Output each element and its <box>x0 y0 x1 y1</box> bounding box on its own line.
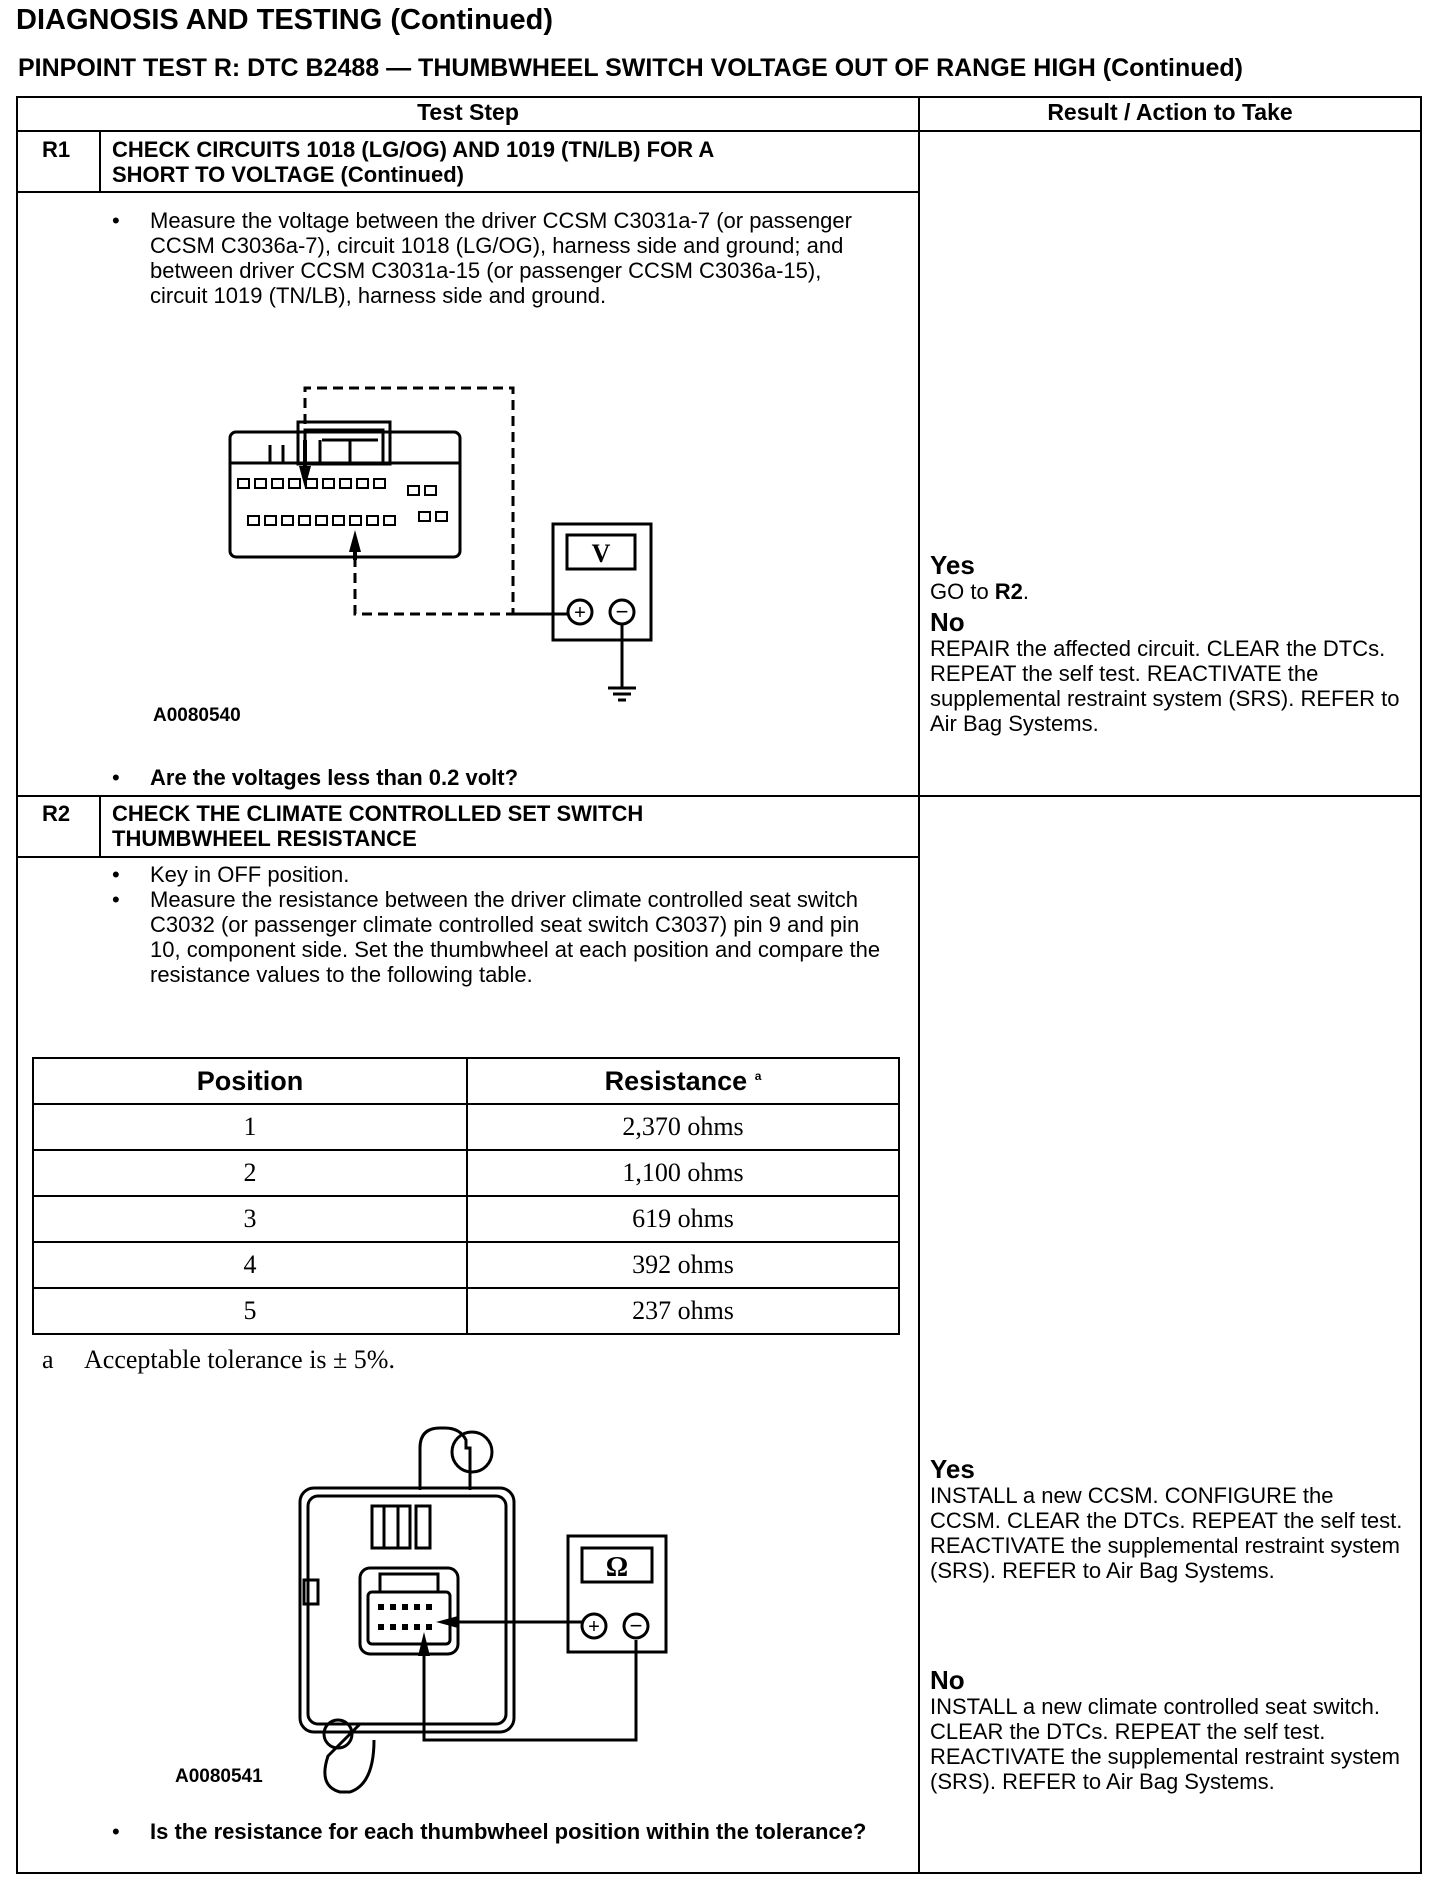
column-position: Position <box>33 1058 467 1104</box>
r2-no-label: No <box>930 1665 965 1695</box>
r1-step-title: CHECK CIRCUITS 1018 (LG/OG) AND 1019 (TN/LB) FOR A SHORT TO VOLTAGE (Continued) <box>112 137 715 187</box>
tolerance-footnote: a Acceptable tolerance is ± 5%. <box>42 1345 395 1374</box>
svg-text:+: + <box>574 602 586 624</box>
column-header-result: Result / Action to Take <box>1047 99 1293 125</box>
voltmeter-label: V <box>591 539 611 568</box>
table-row: 4 392 ohms <box>33 1242 899 1288</box>
r1-figure-id: A0080540 <box>153 705 241 726</box>
r1-step-id: R1 <box>42 137 71 162</box>
table-row: 2 1,100 ohms <box>33 1150 899 1196</box>
r1-no-action: REPAIR the affected circuit. CLEAR the DTCs. REPEAT the self test. REACTIVATE the supplemental restraint system (SRS). REFER to Air Bag Systems. <box>930 636 1400 736</box>
r2-yes-action: INSTALL a new CCSM. CONFIGURE the CCSM. CLEAR the DTCs. REPEAT the self test. REACTIVATE the supplemental restraint system (SRS). REFER to Air Bag Systems. <box>930 1483 1403 1583</box>
svg-text:−: − <box>629 1613 643 1638</box>
svg-text:+: + <box>588 1616 600 1638</box>
page-title: DIAGNOSIS AND TESTING (Continued) <box>16 4 554 36</box>
r2-instruction-2: • Measure the resistance between the driver climate controlled seat switch C3032 (or passenger climate controlled seat switch C3037) pin 9 and pin 10, component side. Set the thumbwheel at each position and compare the resistance values to the following table. <box>112 887 882 987</box>
table-row: 5 237 ohms <box>33 1288 899 1334</box>
r1-instruction-1: • Measure the voltage between the driver CCSM C3031a-7 (or passenger CCSM C3036a-7), circuit 1018 (LG/OG), harness side and ground; and between driver CCSM C3031a-15 (or passenger CCSM C3036a-15), circuit 1019 (TN/LB), harness side and ground. <box>112 208 862 308</box>
r2-figure-id: A0080541 <box>175 1766 263 1787</box>
r2-instruction-1: • Key in OFF position. <box>112 862 882 887</box>
column-resistance: Resistance $^a$ <box>467 1058 899 1104</box>
r1-no-label: No <box>930 607 965 637</box>
table-row: 1 2,370 ohms <box>33 1104 899 1150</box>
r2-result-no <box>930 1666 1410 1798</box>
page-subtitle: PINPOINT TEST R: DTC B2488 — THUMBWHEEL SWITCH VOLTAGE OUT OF RANGE HIGH (Continued) <box>18 54 1243 82</box>
r2-yes-label: Yes <box>930 1454 975 1484</box>
r2-question: • Is the resistance for each thumbwheel position within the tolerance? <box>112 1819 950 1844</box>
r2-no-action: INSTALL a new climate controlled seat switch. CLEAR the DTCs. REPEAT the self test. REACTIVATE the supplemental restraint system (SRS). REFER to Air Bag Systems. <box>930 1694 1400 1794</box>
r1-question: • Are the voltages less than 0.2 volt? <box>112 765 930 790</box>
r2-step-id: R2 <box>42 801 71 826</box>
r2-result-yes <box>930 1455 1410 1587</box>
svg-text:−: − <box>615 599 629 624</box>
ohmmeter-label: Ω <box>605 1552 629 1583</box>
r2-step-title: CHECK THE CLIMATE CONTROLLED SET SWITCH THUMBWHEEL RESISTANCE <box>112 801 644 851</box>
r1-yes-action: GO to R2. <box>930 579 1030 604</box>
column-header-test-step: Test Step <box>417 99 519 125</box>
table-row: 3 619 ohms <box>33 1196 899 1242</box>
r1-yes-label: Yes <box>930 550 975 580</box>
